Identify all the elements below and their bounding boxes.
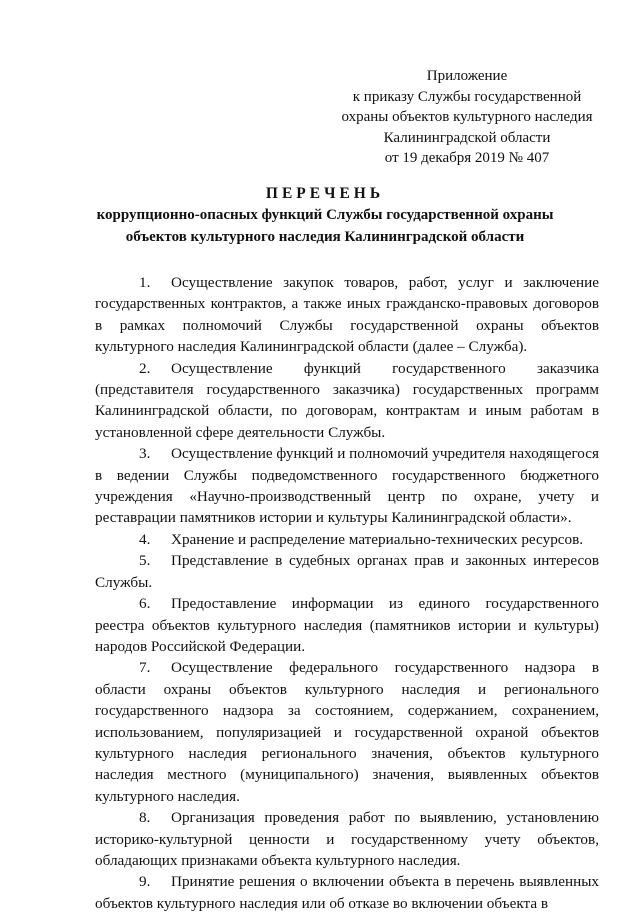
item-text: Хранение и распределение материально-технических ресурсов.	[171, 530, 584, 548]
document-title: ПЕРЕЧЕНЬ	[265, 185, 385, 202]
list-item	[95, 443, 599, 529]
list-item	[95, 272, 599, 358]
item-text: Организация проведения работ по выявлению, установлению историко-культурной ценности и государственному учету объектов, обладающих признаками объекта культурного наследия.	[95, 809, 599, 869]
function-list	[95, 272, 599, 914]
item-number: 3.	[139, 445, 151, 463]
list-item	[95, 593, 599, 657]
appendix-line: от 19 декабря 2019 № 407	[384, 150, 550, 166]
item-number: 2.	[139, 359, 151, 377]
appendix-line: к приказу Службы государственной	[352, 88, 582, 105]
appendix-line: Приложение	[426, 68, 508, 84]
item-text: Предоставление информации из единого государственного реестра объектов культурного наследия (памятников истории и культуры) народов Российской Федерации.	[95, 595, 599, 655]
document-heading	[70, 184, 580, 247]
item-text: Осуществление федерального государственного надзора в области охраны объектов культурного наследия и регионального государственного надзора за состоянием, содержанием, сохранением, использованием, популяризацией и государственной охраной объектов культурного наследия регионального значения, объектов культурного наследия местного (муниципального) значения, выявленных объектов культурного наследия.	[95, 659, 599, 805]
item-number: 1.	[139, 274, 151, 291]
list-item	[95, 657, 599, 807]
list-item	[95, 807, 599, 871]
item-text: Принятие решения о включении объекта в перечень выявленных объектов культурного наследия или об отказе во включении объекта в	[95, 873, 599, 912]
document-subtitle-line: объектов культурного наследия Калининградской области	[125, 228, 525, 245]
appendix-line: Калининградской области	[383, 129, 551, 146]
list-item	[95, 358, 599, 444]
item-number: 7.	[139, 659, 151, 677]
list-item	[95, 529, 599, 550]
item-number: 4.	[139, 530, 151, 548]
item-number: 5.	[139, 552, 151, 570]
list-item	[95, 871, 599, 914]
item-number: 9.	[139, 873, 151, 891]
item-number: 6.	[139, 595, 151, 613]
list-item	[95, 550, 599, 593]
item-text: Осуществление функций и полномочий учредителя находящегося в ведении Службы подведомственного государственного бюджетного учреждения «Научно-производственный центр по охране, учету и реставрации памятников истории и культуры Калининградской области».	[95, 445, 599, 527]
item-text: Осуществление функций государственного заказчика (представителя государственного заказчика) государственных программ Калининградской области, по договорам, контрактам и иным работам в установленной сфере деятельности Службы.	[95, 359, 599, 441]
item-number: 8.	[139, 809, 151, 827]
appendix-line: охраны объектов культурного наследия	[341, 109, 593, 125]
document-subtitle-line: коррупционно-опасных функций Службы государственной охраны	[96, 207, 554, 223]
item-text: Осуществление закупок товаров, работ, услуг и заключение государственных контрактов, а также иных гражданско-правовых договоров в рамках полномочий Службы государственной охраны объектов культурного наследия Калининградской области (далее – Служба).	[95, 274, 599, 356]
appendix-header	[322, 66, 612, 169]
item-text: Представление в судебных органах прав и законных интересов Службы.	[95, 552, 599, 591]
